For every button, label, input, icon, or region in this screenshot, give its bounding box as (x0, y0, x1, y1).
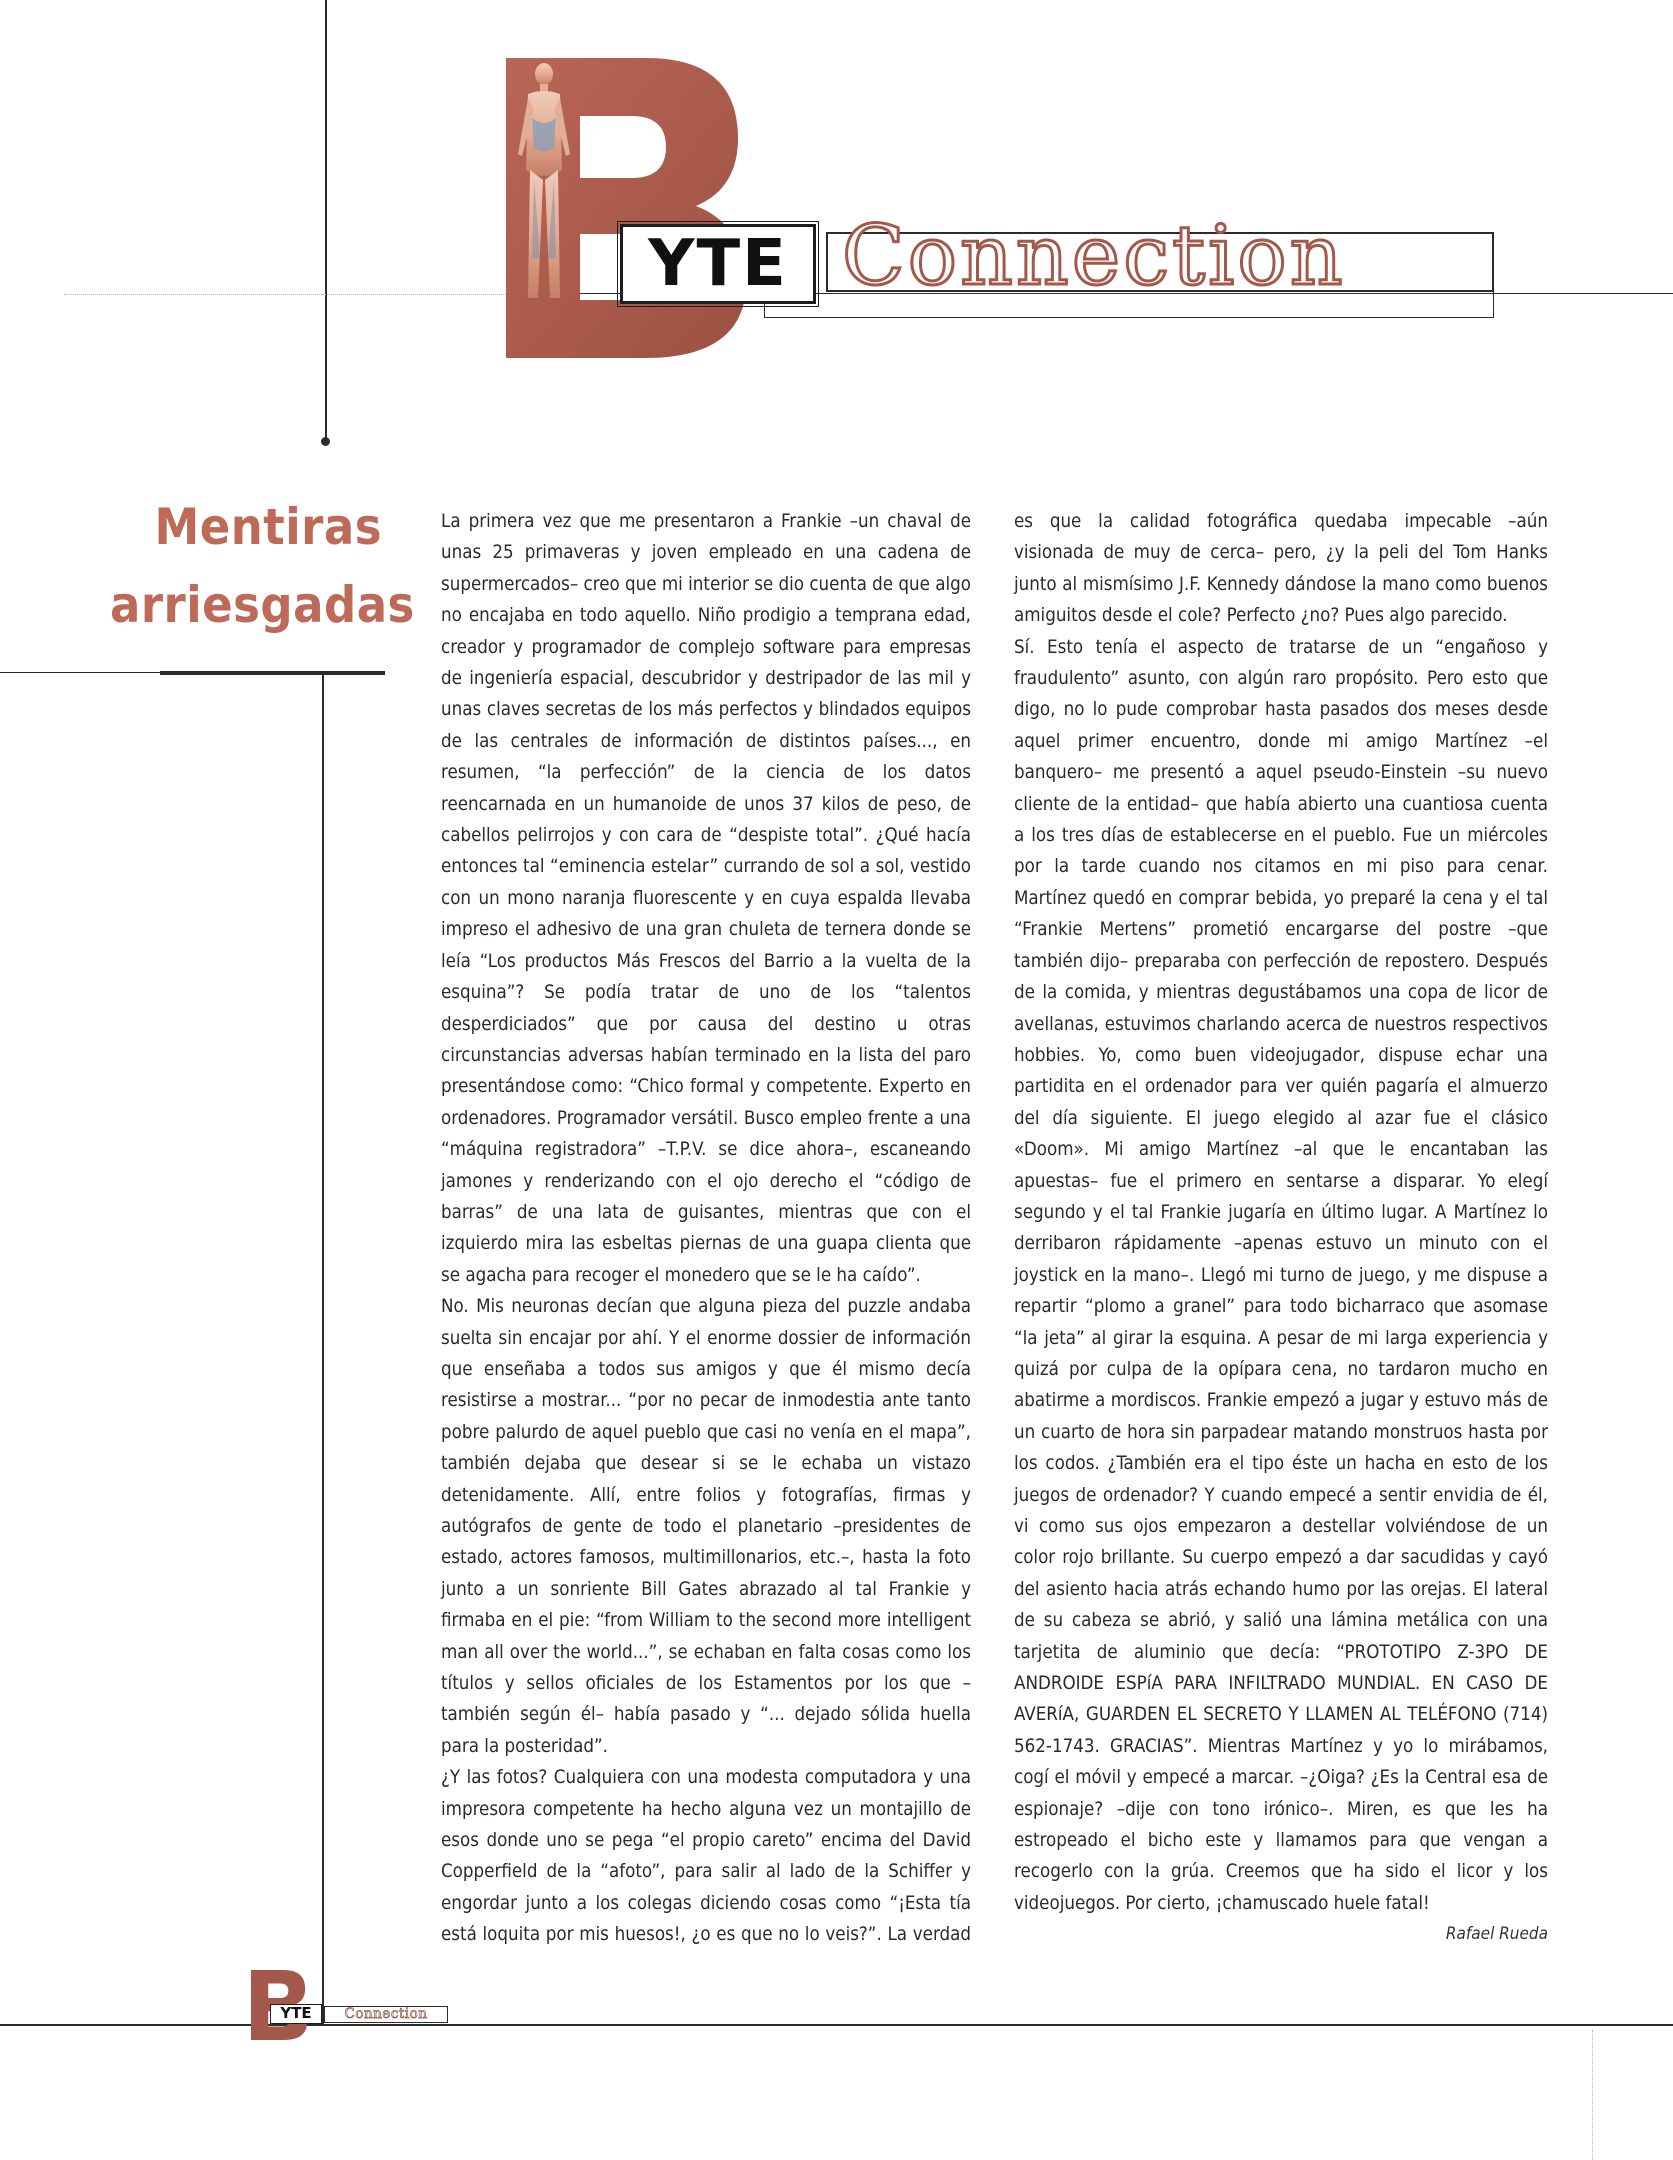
masthead-dotted-rule (64, 294, 512, 295)
author-signature: Rafael Rueda (1445, 1924, 1548, 1945)
article-column-1 (441, 506, 971, 1951)
heading-rule-accent (160, 671, 385, 675)
paragraph: La primera vez que me presentaron a Frankie –un chaval de unas 25 primaveras y joven empleado en una cadena de supermercados– creo que mi interior se dio cuenta de que algo no encajaba en todo aquello. Niño prodigio a temprana edad, creador y programador de complejo software para empresas de ingeniería espacial, descubridor y destripador de las mil y unas claves secretas de los más perfectos y blindados equipos de las centrales de información de distintos países..., en resumen, “la perfección” de la ciencia de los datos reencarnada en un humanoide de unos 37 kilos de peso, de cabellos pelirrojos y con cara de “despiste total”. ¿Qué hacía entonces tal “eminencia estelar” currando de sol a sol, vestido con un mono naranja fluorescente y en cuya espalda llevaba impreso el adhesivo de una gran chuleta de ternera donde se leía “Los productos Más Frescos del Barrio a la vuelta de la esquina”? Se podía tratar de uno de los “talentos desperdiciados” que por causa del destino u otras circunstancias adversas habían terminado en la lista del paro presentándose como: “Chico formal y competente. Experto en ordenadores. Programador versátil. Busco empleo frente a una “máquina registradora” –T.P.V. se dice ahora–, escaneando jamones y renderizando con el ojo derecho el “código de barras” de una lata de guisantes, mientras que con el izquierdo mira las esbeltas piernas de una guapa clienta que se agacha para recoger el monedero que se le ha caído”. (441, 511, 971, 1286)
article-title-line-1: Mentiras (154, 498, 382, 556)
right-edge-dotted-rule (1592, 2030, 1593, 2160)
paragraph: es que la calidad fotográfica quedaba impecable –aún visionada de muy de cerca– pero, ¿y la peli del Tom Hanks junto al mismísimo J.F. Kennedy dándose la mano como buenos amiguitos desde el cole? Perfecto ¿no? Pues algo parecido. (1014, 511, 1548, 627)
logo-b-letter (506, 58, 746, 358)
paragraph: Sí. Esto tenía el aspecto de tratarse de un “engañoso y fraudulento” asunto, con algún raro propósito. Pero esto que digo, no lo pude comprobar hasta pasados dos meses desde aquel primer encuentro, donde mi amigo Martínez –el banquero– me presentó a aquel pseudo-Einstein –su nuevo cliente de la entidad– que había abierto una cuantiosa cuenta a los tres días de establecerse en el pueblo. Fue un miércoles por la tarde cuando nos citamos en mi piso para cenar. Martínez quedó en comprar bebida, yo preparé la cena y el tal “Frankie Mertens” prometió encargarse del postre –que también dijo– preparaba con perfección de repostero. Después de la comida, y mientras degustábamos una copa de licor de avellanas, estuvimos charlando acerca de nuestros respectivos hobbies. Yo, como buen videojugador, dispuse echar una partidita en el ordenador para ver quién pagaría el almuerzo del día siguiente. El juego elegido al azar fue el clásico «Doom». Mi amigo Martínez –al que le encantaban las apuestas– fue el primero en sentarse a disparar. Yo elegí segundo y el tal Frankie jugaría en último lugar. A Martínez lo derribaron rápidamente –apenas estuvo un minuto con el joystick en la mano–. Llegó mi turno de juego, y me dispuse a repartir “plomo a granel” para todo bicharraco que asomase “la jeta” al girar la esquina. A pesar de mi larga experiencia y quizá por culpa de la opípara cena, no tardaron mucho en abatirme a mordiscos. Frankie empezó a jugar y estuvo más de un cuarto de hora sin parpadear matando monstruos hasta por los codos. ¿También era el tipo éste un hacha en esto de los juegos de ordenador? Y cuando empecé a sentir envidia de él, vi como sus ojos empezaron a destellar volviéndose de un color rojo brillante. Su cuerpo empezó a dar sacudidas y cayó del asiento hacia atrás echando humo por las orejas. El lateral de su cabeza se abrió, y salió una lámina metálica con una tarjetita de aluminio que decía: “PROTOTIPO Z-3PO DE ANDROIDE ESPíA PARA INFILTRADO MUNDIAL. EN CASO DE AVERíA, GUARDEN EL SECRETO Y LLAMEN AL TELÉFONO (714) 562-1743. GRACIAS”. Mientras Martínez y yo lo mirábamos, cogí el móvil y empecé a marcar. –¿Oiga? ¿Es la Central esa de espionaje? –dije con tono irónico–. Miren, es que les ha estropeado el bicho este y llamamos para que vengan a recogerlo con la grúa. Creemos que ha sido el licor y los videojuegos. Por cierto, ¡chamuscado huele fatal! (1014, 636, 1548, 1914)
paragraph: No. Mis neuronas decían que alguna pieza del puzzle andaba suelta sin encajar por ahí. Y el enorme dossier de información que enseñaba a todos sus amigos y que él mismo decía resistirse a mostrar... “por no pecar de inmodestia ante tanto pobre palurdo de aquel pueblo que casi no venía en el mapa”, también dejaba que desear si se le echaba un vistazo detenidamente. Allí, entre folios y fotografías, firmas y autógrafos de gente de todo el planetario –presidentes de estado, actores famosos, multimillonarios, etc.–, hasta la foto junto a un sonriente Bill Gates abrazado al tal Frankie y firmaba en el pie: “from William to the second more intelligent man all over the world...”, se echaban en falta cosas como los títulos y sellos oficiales de los Estamentos por los que –también según él– había pasado y “... dejado sólida huella para la posteridad”. (441, 1296, 971, 1757)
article-column-2 (1014, 506, 1548, 1951)
masthead-rule-dot (321, 437, 330, 446)
logo-yte-text: YTE (620, 224, 816, 304)
footer-logo-yte-text: YTE (270, 2004, 322, 2024)
paragraph: ¿Y las fotos? Cualquiera con una modesta computadora y una impresora competente ha hecho alguna vez un montajillo de esos donde uno se pega “el propio careto” encima del David Copperfield de la “afoto”, para salir al lado de la Schiffer y engordar junto a los colegas diciendo cosas como “¡Esta tía está loquita por mis huesos!, ¿o es que no lo veis?”. La verdad (441, 1767, 971, 1946)
logo-connection-text: Connection (842, 209, 1346, 304)
masthead-vertical-rule (325, 0, 327, 438)
footer-logo-connection-text: Connection (324, 2006, 448, 2023)
article-title (110, 488, 415, 644)
article-title-line-2: arriesgadas (110, 576, 415, 634)
body-vertical-rule (322, 675, 324, 2025)
